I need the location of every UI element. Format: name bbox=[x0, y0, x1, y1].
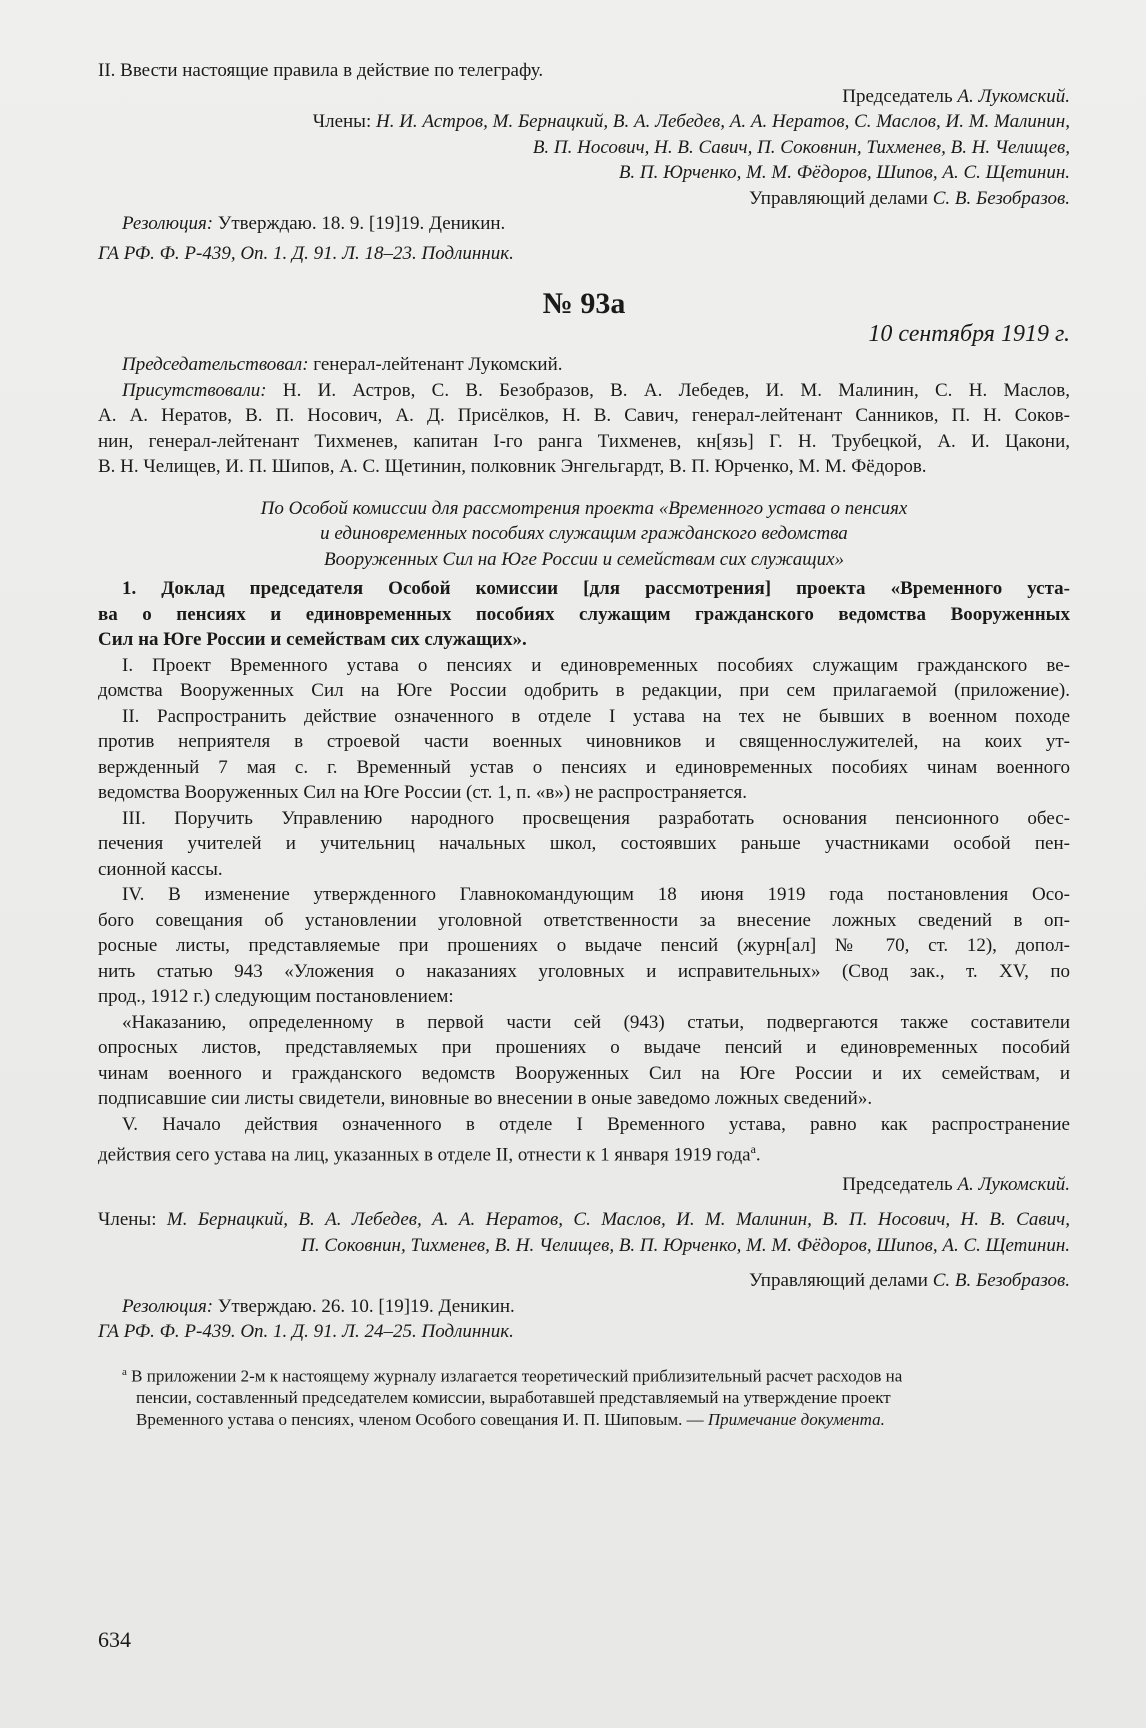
paragraph-4: IV. В изменение утвержденного Главнокомандующим 18 июня 1919 года постановления Осо- бого совещания об установлении уголовной ответственности за внесение ложных сведений в оп- росные листы, представляемые при прошениях о выдаче пенсий (журн[ал] № 70, ст. 12), допол- нить статью 943 «Уложения о наказаниях уголовных и исправительных» (Свод зак., т. XV, по прод., 1912 г.) следующим постановлением: bbox=[98, 884, 1070, 1007]
members-line: П. Соковнин, Тихменев, В. Н. Челищев, В. П. Юрченко, М. М. Фёдоров, Шипов, А. С. Щетинин. bbox=[301, 1234, 1070, 1256]
chair-signature: Председатель А. Лукомский. bbox=[842, 85, 1070, 107]
quoted-amendment: «Наказанию, определенному в первой части сей (943) статьи, подвергаются также составители опросных листов, представляемых при прошениях о выдаче пенсий и единовременных пособий чинам военного и гражданского ведомств Вооруженных Сил на Юге России и их семействам, и подписавшие сии листы свидетели, виновные во внесении в оные заведомо ложных сведений». bbox=[98, 1011, 1070, 1109]
document-number: № 93а bbox=[542, 287, 626, 320]
archive-reference: ГА РФ. Ф. Р-439, Оп. 1. Д. 91. Л. 18–23. Подлинник. bbox=[98, 242, 514, 264]
presided: Председательствовал: генерал-лейтенант Лукомский. bbox=[122, 354, 563, 375]
footnote-mark: а bbox=[750, 1142, 756, 1156]
present-line: Присутствовали: Н. И. Астров, С. В. Безобразов, В. А. Лебедев, И. М. Малинин, С. Н. Маслов, bbox=[122, 379, 1070, 401]
members-line: Члены: М. Бернацкий, В. А. Лебедев, А. А. Нератов, С. Маслов, И. М. Малинин, В. П. Носович, Н. В. Савич, bbox=[98, 1209, 1070, 1231]
paragraph-5: V. Начало действия означенного в отделе I Временного устава, равно как распространение действия сего устава на лиц, указанных в отделе II, отнести к 1 января 1919 года$^а$. bbox=[98, 1113, 1070, 1166]
document-date: 10 сентября 1919 г. bbox=[868, 321, 1070, 347]
present-line: В. Н. Челищев, И. П. Шипов, А. С. Щетинин, полковник Энгельгардт, В. П. Юрченко, М. М. Фёдоров. bbox=[98, 456, 927, 477]
present-line: А. А. Нератов, В. П. Носович, А. Д. Присёлков, Н. В. Савич, генерал-лейтенант Санников, П. Н. Соков- bbox=[98, 405, 1070, 426]
paragraph-1: I. Проект Временного устава о пенсиях и единовременных пособиях служащим гражданского ве- домства Вооруженных Сил на Юге России одобрить в редакции, при сем прилагаемой (приложение). bbox=[98, 654, 1070, 701]
resolution: Резолюция: Утверждаю. 26. 10. [19]19. Деникин. bbox=[122, 1295, 515, 1317]
resolution: Резолюция: Утверждаю. 18. 9. [19]19. Деникин. bbox=[122, 213, 506, 234]
report-title: 1. Доклад председателя Особой комиссии [для рассмотрения] проекта «Временного уста- ва о пенсиях и единовременных пособиях служащим гражданского ведомства Вооруженных Сил на Юге России и семействам сих служащих». bbox=[98, 578, 1070, 650]
page-number: 634 bbox=[98, 1627, 131, 1652]
archive-reference: ГА РФ. Ф. Р-439. Оп. 1. Д. 91. Л. 24–25. Подлинник. bbox=[98, 1321, 514, 1343]
members-line: В. П. Юрченко, М. М. Фёдоров, Шипов, А. С. Щетинин. bbox=[618, 162, 1070, 183]
present-line: нин, генерал-лейтенант Тихменев, капитан I-го ранга Тихменев, кн[язь] Г. Н. Трубецкой, А. И. Цакони, bbox=[98, 430, 1070, 452]
chair-signature: Председатель А. Лукомский. bbox=[842, 1173, 1070, 1195]
members-line: В. П. Носович, Н. В. Савич, П. Соковнин, Тихменев, В. Н. Челищев, bbox=[532, 136, 1070, 158]
rule-line: II. Ввести настоящие правила в действие по телеграфу. bbox=[98, 60, 544, 81]
footnote: $^а$ В приложении 2-м к настоящему журналу излагается теоретический приблизительный расчет расходов на пенсии, составленный председателем комиссии, выработавшей представляемый на утверждение проект Временного устава о пенсиях, членом Особого совещания И. П. Шиповым. — Примечание документа. bbox=[122, 1365, 903, 1430]
manager-signature: Управляющий делами С. В. Безобразов. bbox=[749, 1270, 1070, 1292]
manager-signature: Управляющий делами С. В. Безобразов. bbox=[749, 187, 1070, 209]
paragraph-3: III. Поручить Управлению народного просвещения разработать основания пенсионного обес- печения учителей и учительниц начальных школ, состоявших раньше участниками особой пен- сионной кассы. bbox=[98, 807, 1070, 880]
section-heading: По Особой комиссии для рассмотрения проекта «Временного устава о пенсиях и единовременных пособиях служащим гражданского ведомства Вооруженных Сил на Юге России и семействам сих служащих» bbox=[260, 497, 908, 570]
paragraph-2: II. Распространить действие означенного в отделе I устава на тех не бывших в военном походе против неприятеля в строевой части военных чиновников и священнослужителей, на коих ут- вержденный 7 мая с. г. Временный устав о пенсиях и единовременных пособиях чинам военного ведомства Вооруженных Сил на Юге России (ст. 1, п. «в») не распространяется. bbox=[98, 705, 1070, 803]
members-line: Члены: Н. И. Астров, М. Бернацкий, В. А. Лебедев, А. А. Нератов, С. Маслов, И. М. Малинин, bbox=[312, 111, 1070, 132]
